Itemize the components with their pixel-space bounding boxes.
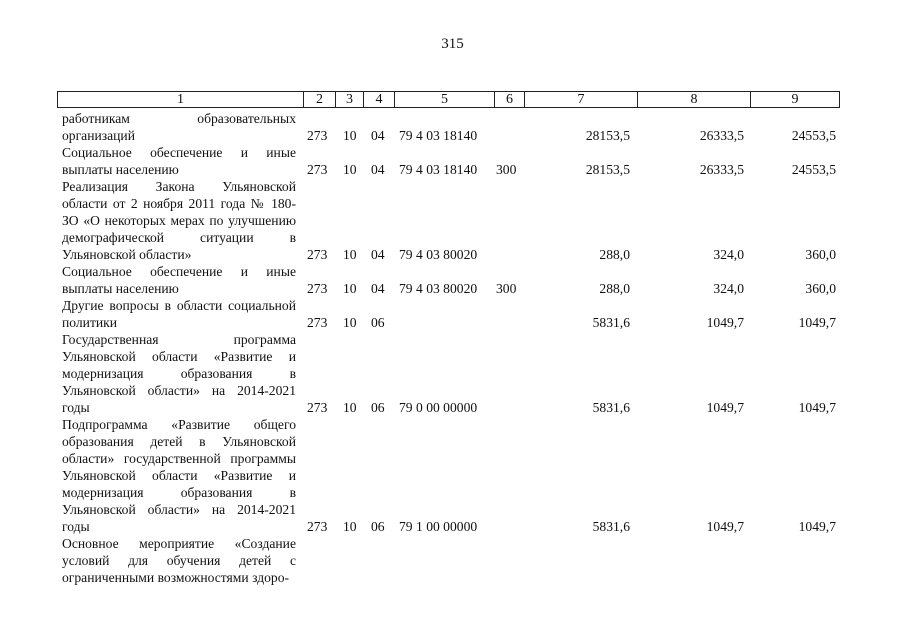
header-col-1: 1 [177, 92, 184, 107]
header-col-9: 9 [750, 92, 839, 107]
cell-section: 10 [343, 128, 357, 143]
cell-amount-col8: 1049,7 [706, 519, 744, 534]
row-description: Подпрограмма «Развитие общего образования детей в Ульяновской области» государственной программы Ульяновской области «Развитие и модернизация образования в Ульяновской области» на 2014-2021 годы [62, 417, 296, 534]
cell-amount-col8: 1049,7 [706, 400, 744, 415]
header-col-4: 4 [363, 92, 394, 107]
row-description: работникам образовательных организаций [62, 111, 296, 143]
cell-section: 10 [343, 519, 357, 534]
cell-amount-col7: 28153,5 [585, 128, 630, 143]
cell-subsection: 04 [371, 247, 385, 262]
cell-section: 10 [343, 400, 357, 415]
cell-subsection: 04 [371, 281, 385, 296]
cell-subsection: 06 [371, 315, 385, 330]
cell-section: 10 [343, 281, 357, 296]
cell-section: 10 [343, 162, 357, 177]
header-col-2: 2 [303, 92, 335, 107]
cell-subsection: 06 [371, 519, 385, 534]
cell-subsection: 04 [371, 162, 385, 177]
cell-code: 273 [307, 162, 328, 177]
cell-code: 273 [307, 400, 328, 415]
row-description: Основное мероприятие «Создание условий для обучения детей с ограниченными возможностями здоро- [62, 536, 296, 585]
page-number: 315 [441, 36, 464, 52]
cell-amount-col9: 360,0 [805, 281, 836, 296]
row-description: Другие вопросы в области социальной политики [62, 298, 296, 330]
cell-amount-col9: 1049,7 [798, 519, 836, 534]
cell-amount-col9: 1049,7 [798, 315, 836, 330]
cell-code: 273 [307, 128, 328, 143]
header-col-3: 3 [335, 92, 363, 107]
cell-amount-col8: 324,0 [713, 281, 744, 296]
table-header [57, 91, 840, 108]
cell-amount-col8: 26333,5 [699, 128, 744, 143]
cell-amount-col7: 28153,5 [585, 162, 630, 177]
cell-expense-type: 300 [496, 281, 517, 296]
cell-section: 10 [343, 247, 357, 262]
cell-amount-col7: 5831,6 [592, 315, 630, 330]
cell-target-article: 79 1 00 00000 [399, 519, 478, 534]
cell-section: 10 [343, 315, 357, 330]
cell-subsection: 06 [371, 400, 385, 415]
cell-amount-col8: 1049,7 [706, 315, 744, 330]
header-col-7: 7 [524, 92, 637, 107]
cell-target-article: 79 4 03 18140 [399, 162, 478, 177]
cell-amount-col9: 1049,7 [798, 400, 836, 415]
cell-target-article: 79 4 03 18140 [399, 128, 478, 143]
header-col-8: 8 [637, 92, 750, 107]
cell-code: 273 [307, 281, 328, 296]
cell-amount-col8: 26333,5 [699, 162, 744, 177]
header-col-6: 6 [494, 92, 524, 107]
cell-code: 273 [307, 247, 328, 262]
cell-code: 273 [307, 519, 328, 534]
cell-subsection: 04 [371, 128, 385, 143]
row-description: Государственная программа Ульяновской области «Развитие и модернизация образования в Ульяновской области» на 2014-2021 годы [62, 332, 296, 415]
cell-amount-col8: 324,0 [713, 247, 744, 262]
cell-amount-col7: 288,0 [599, 247, 630, 262]
row-description: Социальное обеспечение и иные выплаты населению [62, 264, 296, 296]
cell-target-article: 79 4 03 80020 [399, 247, 478, 262]
cell-amount-col9: 24553,5 [791, 128, 836, 143]
cell-amount-col9: 24553,5 [791, 162, 836, 177]
cell-amount-col7: 5831,6 [592, 519, 630, 534]
row-description: Реализация Закона Ульяновской области от 2 ноября 2011 года № 180-ЗО «О некоторых мерах по улучшению демографической ситуации в Ульяновской области» [62, 179, 296, 262]
cell-target-article: 79 4 03 80020 [399, 281, 478, 296]
row-description: Социальное обеспечение и иные выплаты населению [62, 145, 296, 177]
header-col-5: 5 [394, 92, 494, 107]
cell-amount-col7: 5831,6 [592, 400, 630, 415]
cell-target-article: 79 0 00 00000 [399, 400, 478, 415]
cell-code: 273 [307, 315, 328, 330]
cell-expense-type: 300 [496, 162, 517, 177]
cell-amount-col9: 360,0 [805, 247, 836, 262]
cell-amount-col7: 288,0 [599, 281, 630, 296]
